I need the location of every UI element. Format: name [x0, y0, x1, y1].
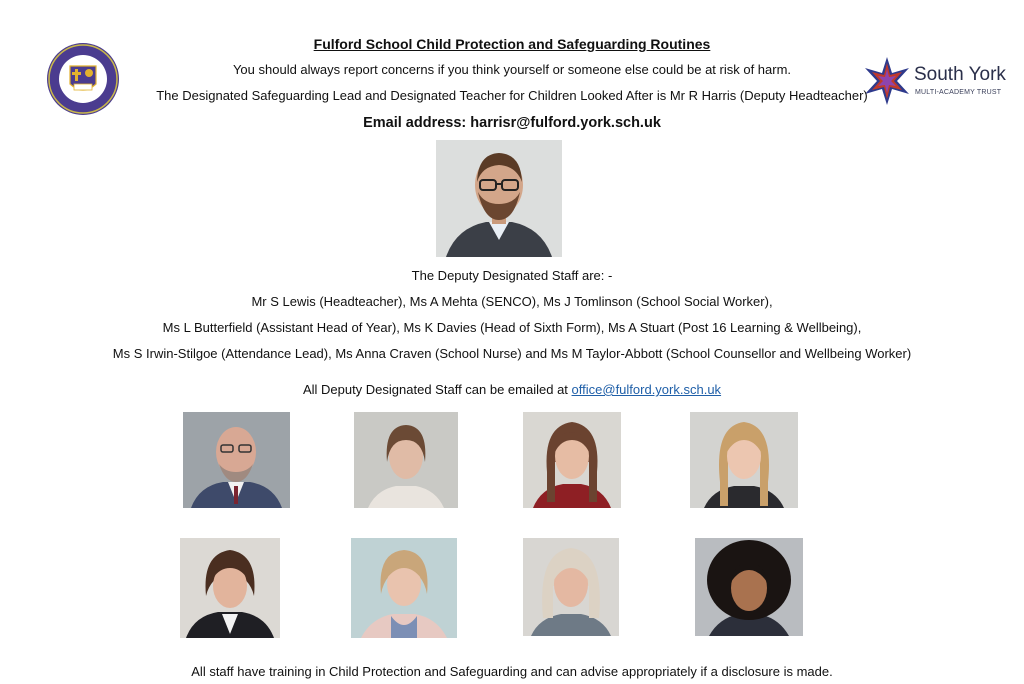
lead-photo [436, 140, 562, 257]
contact-line [0, 382, 1024, 397]
footer-training-text: All staff have training in Child Protection and Safeguarding and can advise appropriately if a disclosure is made. [191, 664, 833, 679]
staff-photo [180, 538, 280, 638]
staff-photo [354, 412, 458, 508]
deputies-line-3: Ms S Irwin-Stilgoe (Attendance Lead), Ms Anna Craven (School Nurse) and Ms M Taylor-Abbott (School Counsellor and Wellbeing Worker) [112, 346, 912, 361]
staff-photo [351, 538, 457, 638]
school-crest-logo [46, 42, 120, 116]
office-email-link[interactable]: office@fulford.york.sch.uk [571, 382, 722, 397]
report-concerns-text: You should always report concerns if you think yourself or someone else could be at risk of harm. [232, 62, 792, 77]
staff-photo [523, 538, 619, 636]
trust-subtitle: MULTI-ACADEMY TRUST [915, 89, 1002, 96]
staff-photo [183, 412, 290, 508]
staff-photo [690, 412, 798, 508]
lead-email: Email address: harrisr@fulford.york.sch.uk [363, 115, 661, 131]
contact-prefix: All Deputy Designated Staff can be emailed at [302, 382, 572, 397]
designated-lead-text: The Designated Safeguarding Lead and Designated Teacher for Children Looked After is Mr R Harris (Deputy Headteacher) [156, 88, 868, 103]
deputies-line-1: Mr S Lewis (Headteacher), Ms A Mehta (SENCO), Ms J Tomlinson (School Social Worker), [251, 294, 773, 309]
trust-name: South York [914, 64, 1006, 85]
deputies-heading: The Deputy Designated Staff are: - [411, 268, 613, 283]
staff-photo [695, 538, 803, 636]
staff-photo [523, 412, 621, 508]
deputies-line-2: Ms L Butterfield (Assistant Head of Year), Ms K Davies (Head of Sixth Form), Ms A Stuart (Post 16 Learning & Wellbeing), [162, 320, 862, 335]
page-title: Fulford School Child Protection and Safeguarding Routines [313, 36, 711, 52]
